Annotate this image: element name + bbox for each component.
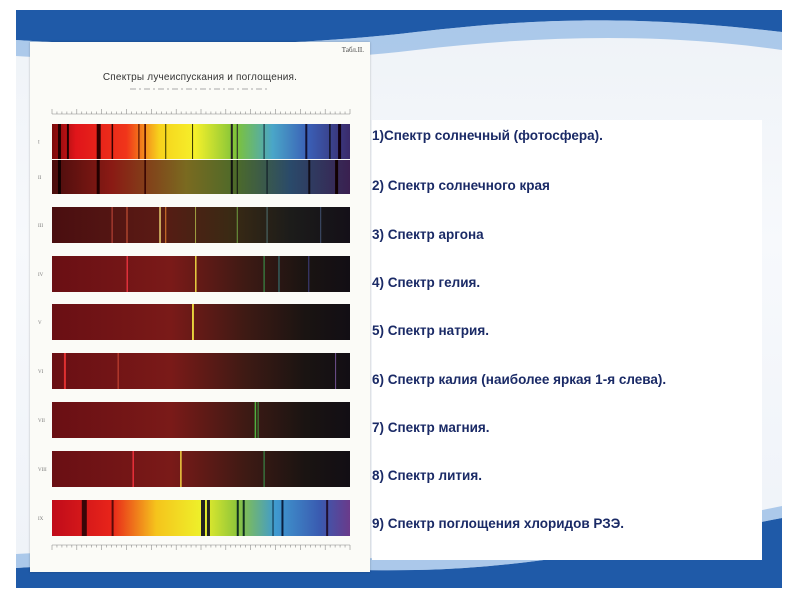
spectral-line [118,353,119,389]
row-marker: I [38,140,40,146]
spectral-line [159,207,161,243]
row-marker: IX [38,517,44,522]
spectral-line [127,256,129,292]
spectra-figure [30,42,370,572]
label-magnesium-spectrum: 7) Спектр магния. [372,420,490,435]
spectral-line [281,500,283,536]
spectral-line [195,207,196,243]
spectral-line [112,124,114,159]
spectral-line [335,353,336,389]
spectral-line [237,207,238,243]
spectral-line [144,124,146,159]
spectrum-strip [52,402,350,438]
spectral-line [264,256,265,292]
label-solar-limb-spectrum: 2) Спектр солнечного края [372,178,550,193]
spectral-line [329,124,331,159]
spectral-line [308,160,310,194]
spectral-line [258,402,259,438]
spectral-line [338,124,341,159]
row-marker: VIII [38,468,47,473]
spectral-line [207,500,210,536]
row-marker: IV [38,273,44,278]
spectral-line [97,160,100,194]
spectral-line [165,207,166,243]
spectral-line [305,124,307,159]
band-sodium [38,304,350,340]
spectrum-strip [52,304,350,340]
spectral-line [237,160,238,194]
band-potassium [38,353,350,389]
label-solar-spectrum: 1)Спектр солнечный (фотосфера). [372,128,603,143]
spectral-line [67,124,69,159]
band-lithium [38,451,350,487]
spectra-label-list [372,120,762,560]
band-magnesium [38,402,350,438]
spectral-line [255,402,257,438]
spectral-line [320,207,321,243]
row-marker: II [38,176,42,181]
spectral-line [112,500,114,536]
spectral-line [267,160,268,194]
spectral-line [264,124,265,159]
label-helium-spectrum: 4) Спектр гелия. [372,275,481,290]
spectral-line [138,124,139,159]
label-ree-chloride-absorption: 9) Спектр поглощения хлоридов РЗЭ. [372,516,625,531]
spectra-plate [30,42,370,572]
spectral-line [195,256,197,292]
band-solar [38,124,350,159]
spectral-line [278,256,279,292]
spectra-bands [38,124,350,536]
plate-tag: Табл.II. [341,46,364,54]
spectral-line [264,451,265,487]
spectral-line [144,160,146,194]
spectral-line [237,500,239,536]
row-marker: V [38,321,42,326]
spectral-line [58,160,61,194]
spectral-line [308,256,309,292]
spectral-line [97,124,101,159]
band-helium [38,256,350,292]
spectral-line [231,160,233,194]
spectral-line [58,124,61,159]
spectral-line [127,207,128,243]
band-argon [38,207,350,243]
plate-title: Спектры лучеиспускания и поглощения. [102,72,298,83]
band-solar-limb [38,160,350,194]
spectral-line [165,124,166,159]
row-marker: III [38,224,43,229]
label-potassium-spectrum: 6) Спектр калия (наиболее яркая 1-я слева). [372,372,667,387]
band-ree-absorption [38,500,350,536]
spectral-line [82,500,87,536]
spectrum-strip [52,451,350,487]
row-marker: VII [38,419,45,424]
label-sodium-spectrum: 5) Спектр натрия. [372,323,489,338]
spectral-line [192,124,193,159]
spectral-line [243,500,245,536]
spectral-line [326,500,328,536]
spectral-line [64,353,66,389]
spectrum-strip [52,353,350,389]
wavelength-scale-top [52,109,350,114]
spectrum-strip [52,256,350,292]
spectral-line [273,500,274,536]
spectral-line [112,207,113,243]
spectral-line [237,124,238,159]
spectrum-strip [52,207,350,243]
label-lithium-spectrum: 8) Спектр лития. [372,468,482,483]
row-marker: VI [38,370,44,375]
spectral-line [231,124,233,159]
spectral-line [192,304,194,340]
spectral-line [180,451,182,487]
spectral-line [201,500,205,536]
spectral-line [335,160,338,194]
label-argon-spectrum: 3) Спектр аргона [372,227,484,242]
wavelength-scale-bottom [52,545,350,550]
spectral-line [267,207,268,243]
spectral-line [132,451,134,487]
